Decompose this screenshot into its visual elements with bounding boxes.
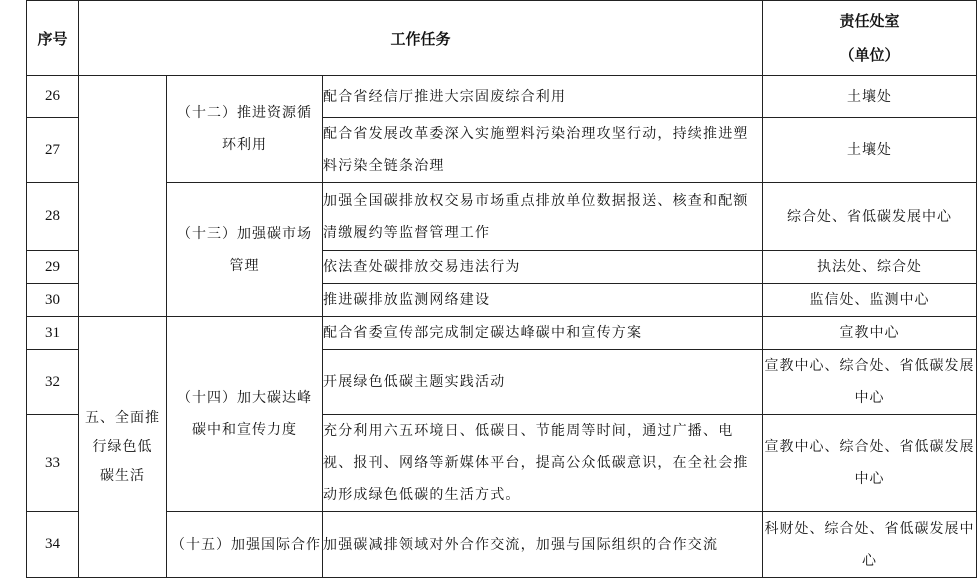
- task-text: 加强全国碳排放权交易市场重点排放单位数据报送、核查和配额清缴履约等监督管理工作: [323, 183, 763, 251]
- task-text: 推进碳排放监测网络建设: [323, 284, 763, 317]
- header-unit-line1: 责任处室: [839, 12, 900, 30]
- header-unit: [763, 1, 977, 76]
- task-text: 开展绿色低碳主题实践活动: [323, 350, 763, 415]
- subtask-international-cooperation: （十五）加强国际合作: [167, 512, 323, 578]
- subtask-resource-recycling: （十二）推进资源循 环利用: [167, 76, 323, 183]
- task-text: 依法查处碳排放交易违法行为: [323, 251, 763, 284]
- responsible-unit: 土壤处: [763, 76, 977, 118]
- row-number: 32: [27, 350, 79, 415]
- responsible-unit: 监信处、监测中心: [763, 284, 977, 317]
- header-seq: 序号: [27, 1, 79, 76]
- category-green-lowcarbon-life: 五、全面推 行绿色低 碳生活: [79, 317, 167, 578]
- row-number: 33: [27, 415, 79, 512]
- responsible-unit: 土壤处: [763, 118, 977, 183]
- responsible-unit: 宣教中心: [763, 317, 977, 350]
- category-cell-empty: [79, 76, 167, 317]
- subtask-publicity: （十四）加大碳达峰 碳中和宣传力度: [167, 317, 323, 512]
- header-task: 工作任务: [79, 1, 763, 76]
- row-number: 30: [27, 284, 79, 317]
- row-number: 29: [27, 251, 79, 284]
- row-number: 34: [27, 512, 79, 578]
- row-number: 28: [27, 183, 79, 251]
- subtask-carbon-market: （十三）加强碳市场 管理: [167, 183, 323, 317]
- task-text: 配合省发展改革委深入实施塑料污染治理攻坚行动，持续推进塑料污染全链条治理: [323, 118, 763, 183]
- task-text: 配合省经信厅推进大宗固废综合利用: [323, 76, 763, 118]
- task-text: 加强碳减排领域对外合作交流，加强与国际组织的合作交流: [323, 512, 763, 578]
- header-row: [27, 1, 977, 76]
- task-text: 充分利用六五环境日、低碳日、节能周等时间，通过广播、电视、报刊、网络等新媒体平台，提高公众低碳意识，在全社会推动形成绿色低碳的生活方式。: [323, 415, 763, 512]
- table-row: [27, 76, 977, 118]
- table-row: [27, 512, 977, 578]
- row-number: 26: [27, 76, 79, 118]
- header-unit-line2: （单位）: [839, 46, 900, 64]
- table-row: [27, 183, 977, 251]
- responsible-unit: 宣教中心、综合处、省低碳发展中心: [763, 415, 977, 512]
- task-text: 配合省委宣传部完成制定碳达峰碳中和宣传方案: [323, 317, 763, 350]
- responsible-unit: 执法处、综合处: [763, 251, 977, 284]
- row-number: 27: [27, 118, 79, 183]
- responsible-unit: 科财处、综合处、省低碳发展中心: [763, 512, 977, 578]
- table-row: [27, 317, 977, 350]
- responsible-unit: 宣教中心、综合处、省低碳发展中心: [763, 350, 977, 415]
- row-number: 31: [27, 317, 79, 350]
- task-table: [26, 0, 977, 578]
- responsible-unit: 综合处、省低碳发展中心: [763, 183, 977, 251]
